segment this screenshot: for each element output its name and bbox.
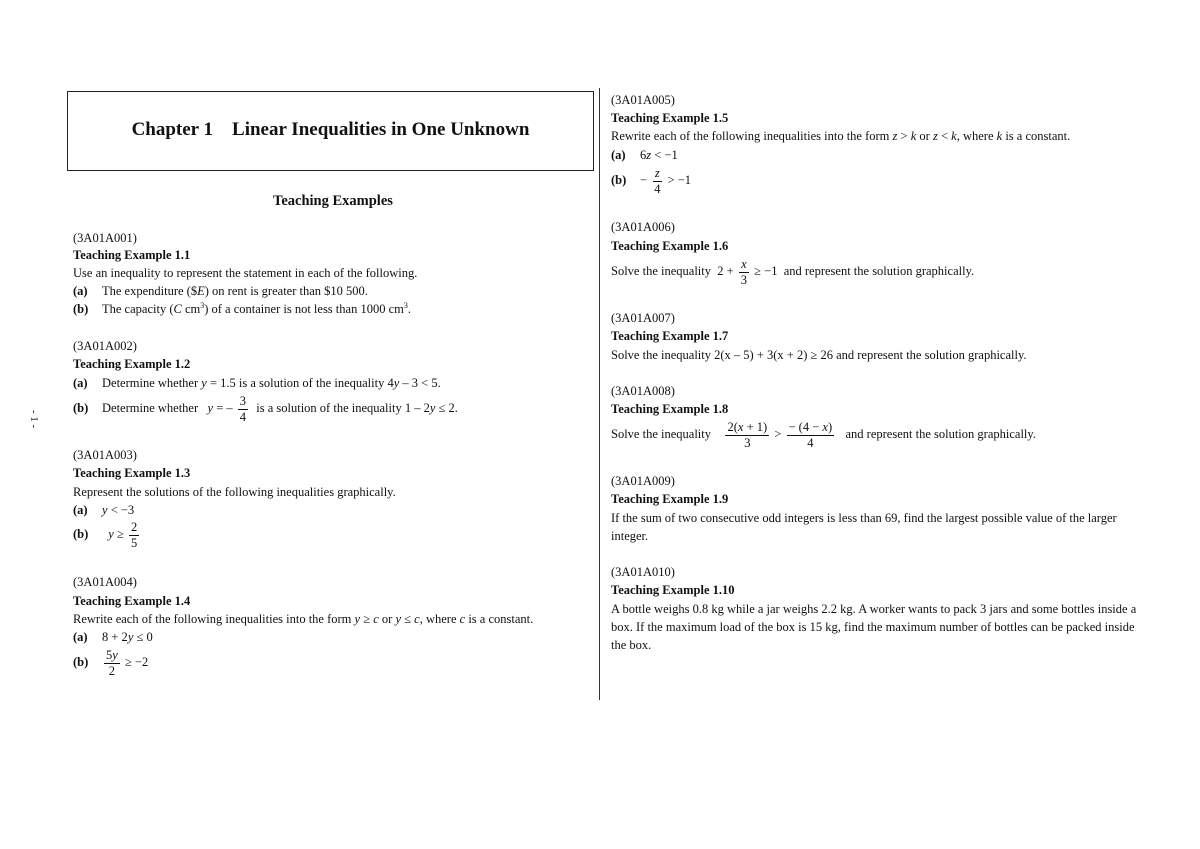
example-1-10-title: Teaching Example 1.10 — [611, 583, 735, 597]
example-1-7-title: Teaching Example 1.7 — [611, 329, 729, 343]
part-label: (b) — [73, 654, 89, 669]
page-number: - 1 - — [28, 409, 41, 429]
part-label: (b) — [73, 400, 89, 415]
example-1-9-line-2: integer. — [611, 529, 649, 543]
example-1-10-line-2: box. If the maximum load of the box is 15 kg, find the maximum number of bottles can be packed inside — [611, 620, 1135, 634]
example-1-4-part-a — [73, 630, 153, 645]
part-label: (a) — [73, 630, 88, 644]
part-text: 8 + 2y ≤ 0 — [102, 630, 153, 644]
example-1-7-text: Solve the inequality 2(x – 5) + 3(x + 2) ≥ 26 and represent the solution graphically. — [611, 348, 1027, 362]
example-1-10-line-3: the box. — [611, 638, 652, 652]
example-1-6-text: Solve the inequality 2 + $\frac{x}{3}$ ≥ −1 and represent the solution graphically. — [611, 257, 975, 287]
example-1-2-code: (3A01A002) — [73, 339, 137, 353]
example-1-1-prompt: Use an inequality to represent the statement in each of the following. — [73, 266, 418, 280]
example-1-4-part-b — [73, 649, 148, 677]
chapter-title-box — [67, 91, 594, 171]
part-text: The capacity (C $cm^3$) of a container is not less than 1000 $cm^3$. — [102, 300, 411, 316]
example-1-2-part-a — [73, 376, 441, 391]
example-1-5-part-a — [611, 148, 678, 163]
example-1-3-part-b — [73, 521, 141, 549]
part-text: 6z < −1 — [640, 148, 678, 162]
chapter-title: Chapter 1 Linear Inequalities in One Unknown — [131, 119, 530, 140]
part-text: The expenditure ($E) on rent is greater than $10 500. — [102, 284, 368, 298]
example-1-2-title: Teaching Example 1.2 — [73, 357, 191, 371]
example-1-9-title: Teaching Example 1.9 — [611, 492, 729, 506]
part-text: y ≥ $\frac{2}{5}$ — [108, 520, 138, 550]
example-1-5-prompt: Rewrite each of the following inequalities into the form z > k or z < k, where k is a constant. — [611, 129, 1071, 143]
example-1-1-part-a — [73, 284, 368, 299]
example-1-5-title: Teaching Example 1.5 — [611, 111, 729, 125]
example-1-9-line-1: If the sum of two consecutive odd integers is less than 69, find the largest possible value of the larger — [611, 511, 1117, 525]
example-1-7-code: (3A01A007) — [611, 311, 675, 325]
part-label: (a) — [73, 284, 88, 298]
example-1-1-code: (3A01A001) — [73, 231, 137, 245]
part-text: Determine whether y = 1.5 is a solution of the inequality 4y – 3 < 5. — [102, 376, 441, 390]
section-heading: Teaching Examples — [273, 193, 393, 209]
fraction: $\frac{2}{5}$ — [130, 520, 138, 550]
part-text: $\frac{5y}{2}$ ≥ −2 — [106, 648, 149, 678]
fraction: $\frac{x}{3}$ — [740, 257, 748, 287]
example-1-3-code: (3A01A003) — [73, 448, 137, 462]
example-1-5-code: (3A01A005) — [611, 93, 675, 107]
example-1-3-part-a — [73, 503, 134, 518]
part-label: (a) — [611, 148, 626, 162]
example-1-10-code: (3A01A010) — [611, 565, 675, 579]
part-label: (a) — [73, 503, 88, 517]
fraction: $\frac{z}{4}$ — [654, 166, 661, 196]
example-1-9-code: (3A01A009) — [611, 474, 675, 488]
fraction: $\frac{2(x + 1)}{3}$ — [727, 420, 768, 450]
example-1-4-code: (3A01A004) — [73, 575, 137, 589]
example-1-10-line-1: A bottle weighs 0.8 kg while a jar weighs 2.2 kg. A worker wants to pack 3 jars and some bottles inside a — [611, 602, 1137, 616]
part-text: Determine whether y = – $\frac{3}{4}$ is a solution of the inequality 1 – 2y ≤ 2. — [102, 394, 458, 424]
part-label: (b) — [73, 302, 89, 316]
part-label: (b) — [73, 526, 89, 541]
part-label: (a) — [73, 376, 88, 390]
part-text: y < −3 — [102, 503, 135, 517]
example-1-8-title: Teaching Example 1.8 — [611, 402, 729, 416]
part-label: (b) — [611, 172, 627, 187]
example-1-8-text: Solve the inequality $\frac{2(x + 1)}{3}$ > $\frac{- (4 - x)}{4}$ and represent the solution graphically. — [611, 420, 1036, 450]
example-1-6-title: Teaching Example 1.6 — [611, 239, 729, 253]
example-1-6-code: (3A01A006) — [611, 220, 675, 234]
example-1-4-title: Teaching Example 1.4 — [73, 594, 191, 608]
example-1-3-title: Teaching Example 1.3 — [73, 466, 191, 480]
fraction: $\frac{3}{4}$ — [239, 394, 247, 424]
example-1-1-part-b — [73, 302, 411, 317]
part-text: − $\frac{z}{4}$ > −1 — [640, 166, 692, 196]
example-1-1-title: Teaching Example 1.1 — [73, 248, 191, 262]
example-1-2-part-b — [73, 395, 458, 423]
example-1-3-prompt: Represent the solutions of the following inequalities graphically. — [73, 485, 396, 499]
example-1-4-prompt: Rewrite each of the following inequalities into the form y ≥ c or y ≤ c, where c is a constant. — [73, 612, 534, 626]
fraction: $\frac{5y}{2}$ — [106, 648, 118, 678]
example-1-5-part-b — [611, 167, 691, 195]
example-1-8-code: (3A01A008) — [611, 384, 675, 398]
fraction: $\frac{- (4 - x)}{4}$ — [788, 420, 833, 450]
column-divider — [599, 88, 600, 700]
